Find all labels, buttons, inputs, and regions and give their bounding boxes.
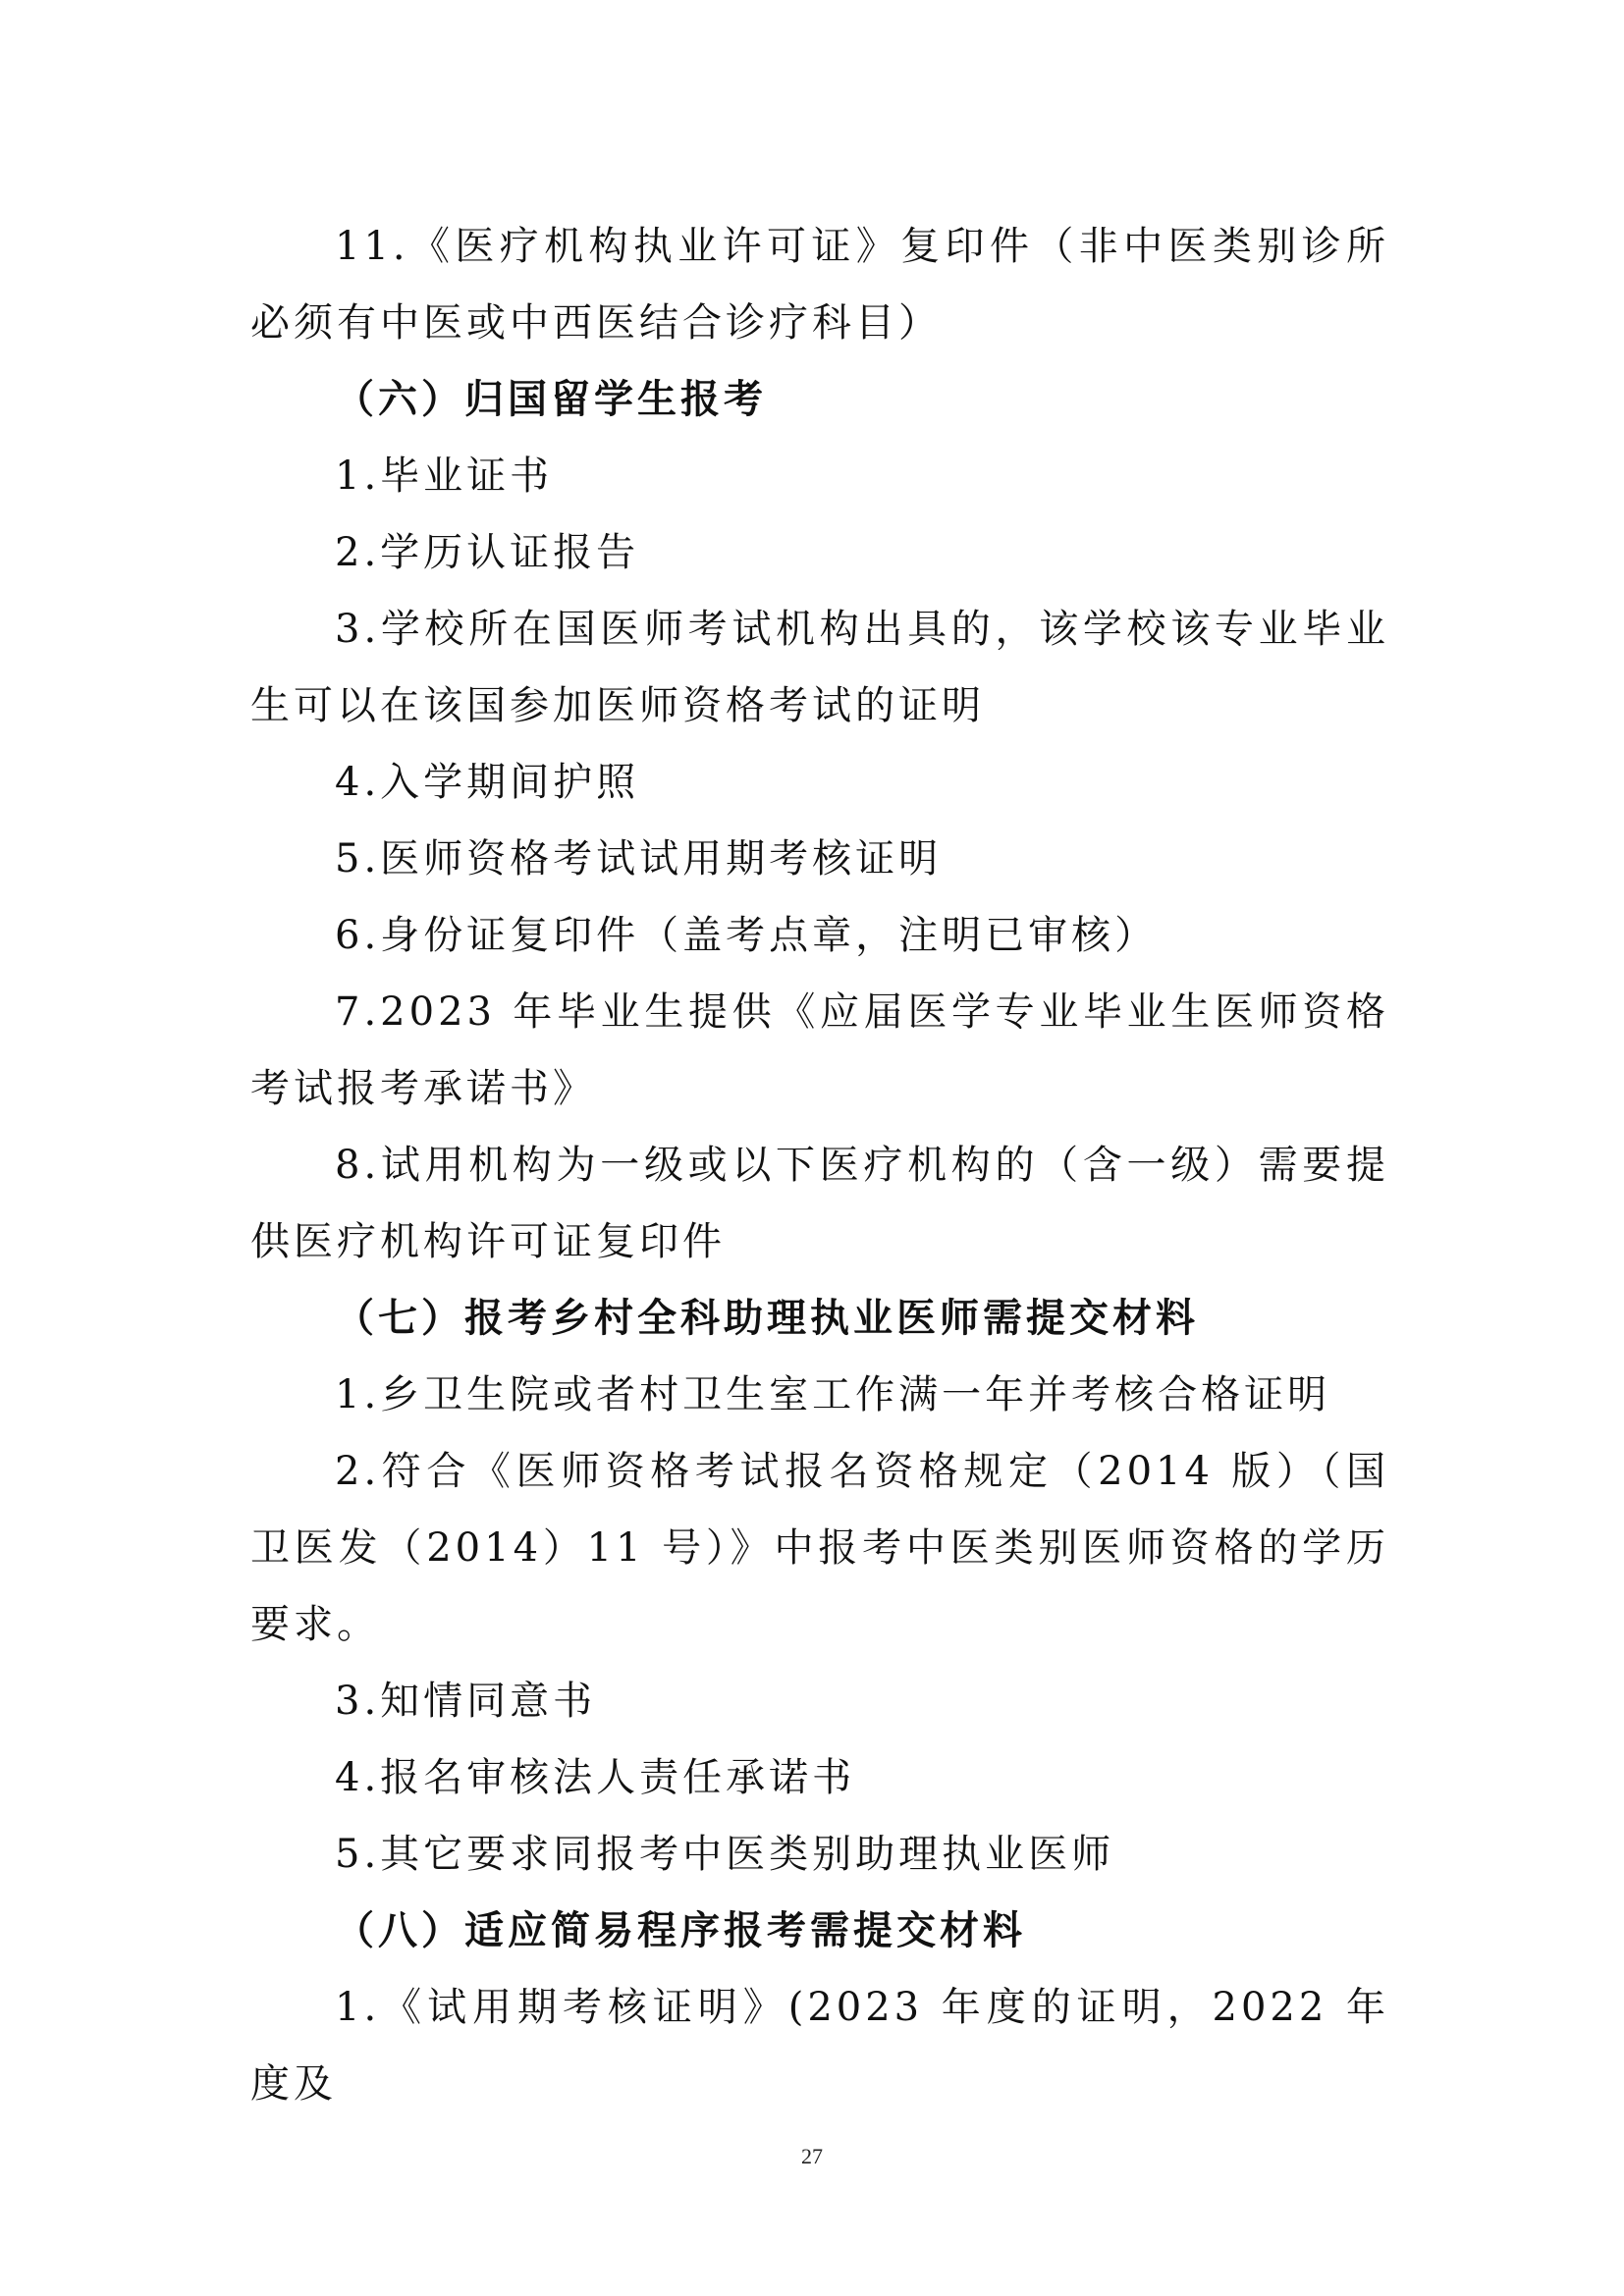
section-heading: （六）归国留学生报考 xyxy=(335,377,767,422)
list-item: 1.《试用期考核证明》(2023 年度的证明，2022 年度及 xyxy=(250,1985,1389,2107)
list-item: 2.符合《医师资格考试报名资格规定（2014 版）（国卫医发（2014）11 号）》中报考中医类别医师资格的学历要求。 xyxy=(250,1449,1389,1647)
list-item: 5.医师资格考试试用期考核证明 xyxy=(335,836,943,881)
list-item: 7.2023 年毕业生提供《应届医学专业毕业生医师资格考试报考承诺书》 xyxy=(250,989,1389,1111)
list-item: 3.学校所在国医师考试机构出具的，该学校该专业毕业生可以在该国参加医师资格考试的证明 xyxy=(250,607,1389,728)
page-number: 27 xyxy=(801,2144,823,2168)
list-item: 3.知情同意书 xyxy=(335,1679,597,1724)
list-item: 2.学历认证报告 xyxy=(335,530,640,575)
list-item: 1.毕业证书 xyxy=(335,454,554,499)
list-item: 6.身份证复印件（盖考点章，注明已审核） xyxy=(335,913,1159,958)
list-item: 4.入学期间护照 xyxy=(335,760,640,805)
list-item: 11.《医疗机构执业许可证》复印件（非中医类别诊所必须有中医或中西医结合诊疗科目） xyxy=(250,224,1389,346)
section-heading: （八）适应简易程序报考需提交材料 xyxy=(335,1908,1026,1953)
list-item: 5.其它要求同报考中医类别助理执业医师 xyxy=(335,1832,1115,1877)
list-item: 1.乡卫生院或者村卫生室工作满一年并考核合格证明 xyxy=(335,1372,1331,1417)
section-heading: （七）报考乡村全科助理执业医师需提交材料 xyxy=(335,1296,1199,1341)
list-item: 4.报名审核法人责任承诺书 xyxy=(335,1755,856,1800)
document-body xyxy=(250,208,1389,2122)
list-item: 8.试用机构为一级或以下医疗机构的（含一级）需要提供医疗机构许可证复印件 xyxy=(250,1143,1389,1264)
